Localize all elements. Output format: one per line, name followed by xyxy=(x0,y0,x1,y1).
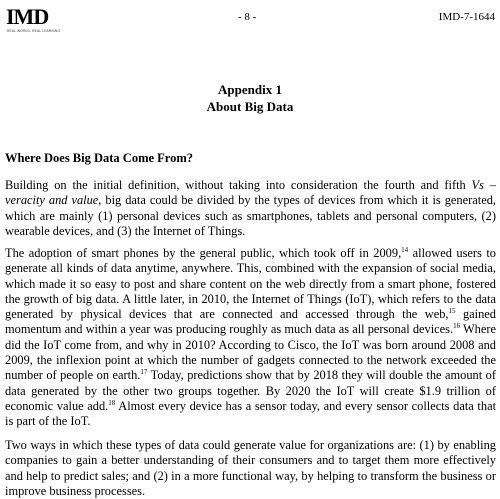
p1-text-a: Building on the initial definition, without taking into consideration the fourth and fifth xyxy=(5,178,472,192)
appendix-subtitle: About Big Data xyxy=(206,99,294,114)
imd-logo xyxy=(6,4,61,36)
p2-text-b: allowed users to generate all kinds of data anytime, anywhere. This, combined with the expansion of social media, which made it so easy to post and share content on the web directly from a smart phone, fostered the growth of big data. A little later, in 2010, the Internet of Things (IoT), which refers to the data generated by physical devices that are connected and accessed through the web, xyxy=(5,246,496,322)
p2-text-a: The adoption of smart phones by the general public, which took off in 2009, xyxy=(5,246,402,260)
page-header xyxy=(0,0,500,40)
p1-text-c: , big data could be divided by the types of devices from which it is generated, which are mainly (1) personal devices such as smartphones, tablets and personal computers, (2) wearable devices, and (3) the Internet of Things. xyxy=(5,193,496,238)
p1-text-b: – xyxy=(483,178,496,192)
logo-tagline: REAL WORLD. REAL LEARNING xyxy=(7,29,61,33)
p2-text-e: Today, predictions show that by 2018 they will double the amount of data generated by the other two groups together. By 2020 the IoT will create $1.9 trillion of economic value add. xyxy=(5,368,496,413)
footnote-ref-16: 16 xyxy=(453,322,461,331)
paragraph-2 xyxy=(5,246,496,430)
appendix-title: Appendix 1 xyxy=(218,82,282,97)
section-heading: Where Does Big Data Come From? xyxy=(5,151,194,165)
paragraph-3: Two ways in which these types of data could generate value for organizations are: (1) by enabling companies to gain a better understanding of their consumers and to target them more effectively and help to predict sales; and (2) in a more functional way, by helping to transform the business or improve business processes. xyxy=(5,438,496,498)
document-id: IMD-7-1644 xyxy=(438,11,495,23)
p1-vs: Vs xyxy=(471,178,484,192)
logo-mark: IMD xyxy=(6,4,49,29)
footnote-ref-14: 14 xyxy=(401,245,409,254)
p2-text-d: Where did the IoT come from, and why in 2010? According to Cisco, the IoT was born around 2008 and 2009, the inflexion point at which the number of gadgets connected to the network exceeded the number of people on earth. xyxy=(5,322,496,383)
footnote-ref-18: 18 xyxy=(108,398,116,407)
p2-text-f: Almost every device has a sensor today, and every sensor collects data that is part of the IoT. xyxy=(5,398,497,429)
p2-text-c: gained momentum and within a year was producing roughly as much data as all personal devices. xyxy=(5,307,496,337)
p1-italic: veracity and value xyxy=(5,193,99,208)
footnote-ref-15: 15 xyxy=(448,307,456,316)
page-number: - 8 - xyxy=(238,11,257,23)
footnote-ref-17: 17 xyxy=(140,368,148,377)
paragraph-1 xyxy=(5,178,496,239)
